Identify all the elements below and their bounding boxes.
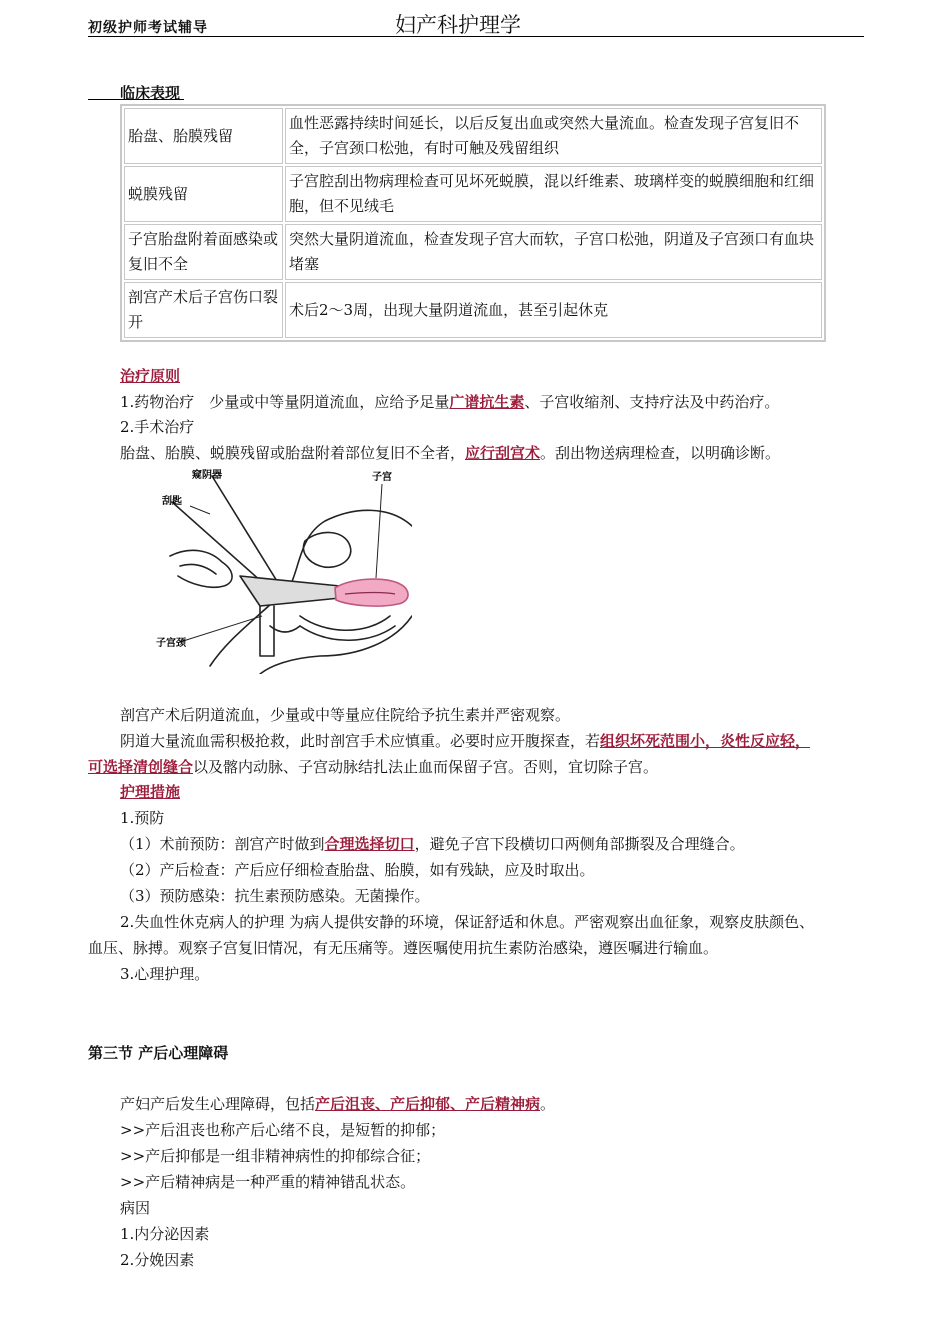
heavy-bleeding-line2: 可选择清创缝合以及髂内动脉、子宫动脉结扎法止血而保留子宫。否则，宜切除子宫。 <box>88 758 659 776</box>
retention-treatment: 胎盘、胎膜、蜕膜残留或胎盘附着部位复旧不全者，应行刮宫术。刮出物送病理检查，以明确诊断。 <box>120 444 781 462</box>
list-item: >>产后沮丧也称产后心绪不良，是短暂的抑郁； <box>120 1121 446 1139</box>
treatment-title: 治疗原则 <box>120 367 181 385</box>
list-item: >>产后抑郁是一组非精神病性的抑郁综合征； <box>120 1147 431 1165</box>
label-cervix: 子宫颈 <box>156 638 186 649</box>
prevention: 1.预防 <box>120 809 165 827</box>
desc-cell: 血性恶露持续时间延长，以后反复出血或突然大量流血。检查发现子宫复旧不全，子宫颈口松弛，有时可触及残留组织 <box>285 108 822 164</box>
prevention-2: （2）产后检查：产后应仔细检查胎盘、胎膜，如有残缺，应及时取出。 <box>120 861 595 879</box>
header-left-title: 初级护师考试辅导 <box>88 20 208 36</box>
section3-title: 第三节 产后心理障碍 <box>88 1044 229 1062</box>
desc-cell: 突然大量阴道流血，检查发现子宫大而软，子宫口松弛，阴道及子宫颈口有血块堵塞 <box>285 224 822 280</box>
highlight-incision: 合理选择切口 <box>324 835 415 853</box>
curettage-illustration <box>150 466 412 674</box>
heavy-bleeding-line1: 阴道大量流血需积极抢救，此时剖宫手术应慎重。必要时应开腹探查，若组织坏死范围小，炎性反应轻， <box>120 732 811 750</box>
clinical-title: 临床表现 <box>120 84 181 102</box>
highlight-debridement: 可选择清创缝合 <box>88 758 194 776</box>
cause-cell: 子宫胎盘附着面感染或复旧不全 <box>124 224 283 280</box>
page-header <box>88 8 864 37</box>
prevention-1: （1）术前预防：剖宫产时做到合理选择切口，避免子宫下段横切口两侧角部撕裂及合理缝合。 <box>120 835 745 853</box>
highlight-curettage: 应行刮宫术 <box>465 444 541 462</box>
highlight-necrosis: 组织坏死范围小，炎性反应轻， <box>600 732 811 750</box>
shock-care-line1: 2.失血性休克病人的护理 为病人提供安静的环境，保证舒适和休息。严密观察出血征象，观察皮肤颜色、 <box>120 913 815 931</box>
prevention-3: （3）预防感染：抗生素预防感染。无菌操作。 <box>120 887 430 905</box>
cause-delivery: 2.分娩因素 <box>120 1251 195 1269</box>
clinical-table <box>120 104 826 342</box>
desc-cell: 术后2～3周，出现大量阴道流血，甚至引起休克 <box>285 282 822 338</box>
section3-intro: 产妇产后发生心理障碍，包括产后沮丧、产后抑郁、产后精神病。 <box>120 1095 556 1113</box>
table-row <box>124 224 822 280</box>
table-row <box>124 108 822 164</box>
cs-bleeding: 剖宫产术后阴道流血，少量或中等量应住院给予抗生素并严密观察。 <box>120 706 571 724</box>
shock-care-line2: 血压、脉搏。观察子宫复旧情况，有无压痛等。遵医嘱使用抗生素防治感染，遵医嘱进行输血。 <box>88 939 719 957</box>
nursing-title: 护理措施 <box>120 783 181 801</box>
desc-cell: 子宫腔刮出物病理检查可见坏死蜕膜，混以纤维素、玻璃样变的蜕膜细胞和红细胞，但不见绒毛 <box>285 166 822 222</box>
cause-cell: 蜕膜残留 <box>124 166 283 222</box>
highlight-disorders: 产后沮丧、产后抑郁、产后精神病 <box>315 1095 541 1113</box>
cause-endocrine: 1.内分泌因素 <box>120 1225 210 1243</box>
list-item: >>产后精神病是一种严重的精神错乱状态。 <box>120 1173 416 1191</box>
table-row <box>124 166 822 222</box>
cause-title: 病因 <box>120 1199 151 1217</box>
psych-care: 3.心理护理。 <box>120 965 210 983</box>
header-center-title: 妇产科护理学 <box>395 13 521 37</box>
table-row <box>124 282 822 338</box>
label-uterus: 子宫 <box>372 472 392 483</box>
drug-treatment: 1.药物治疗 少量或中等量阴道流血，应给予足量广谱抗生素、子宫收缩剂、支持疗法及中药治疗。 <box>120 393 780 411</box>
cause-cell: 胎盘、胎膜残留 <box>124 108 283 164</box>
cause-cell: 剖宫产术后子宫伤口裂开 <box>124 282 283 338</box>
label-curette: 刮匙 <box>162 496 182 507</box>
surgery-treatment: 2.手术治疗 <box>120 418 195 436</box>
highlight-antibiotics: 广谱抗生素 <box>449 393 525 411</box>
label-speculum: 窥阴器 <box>192 470 222 481</box>
